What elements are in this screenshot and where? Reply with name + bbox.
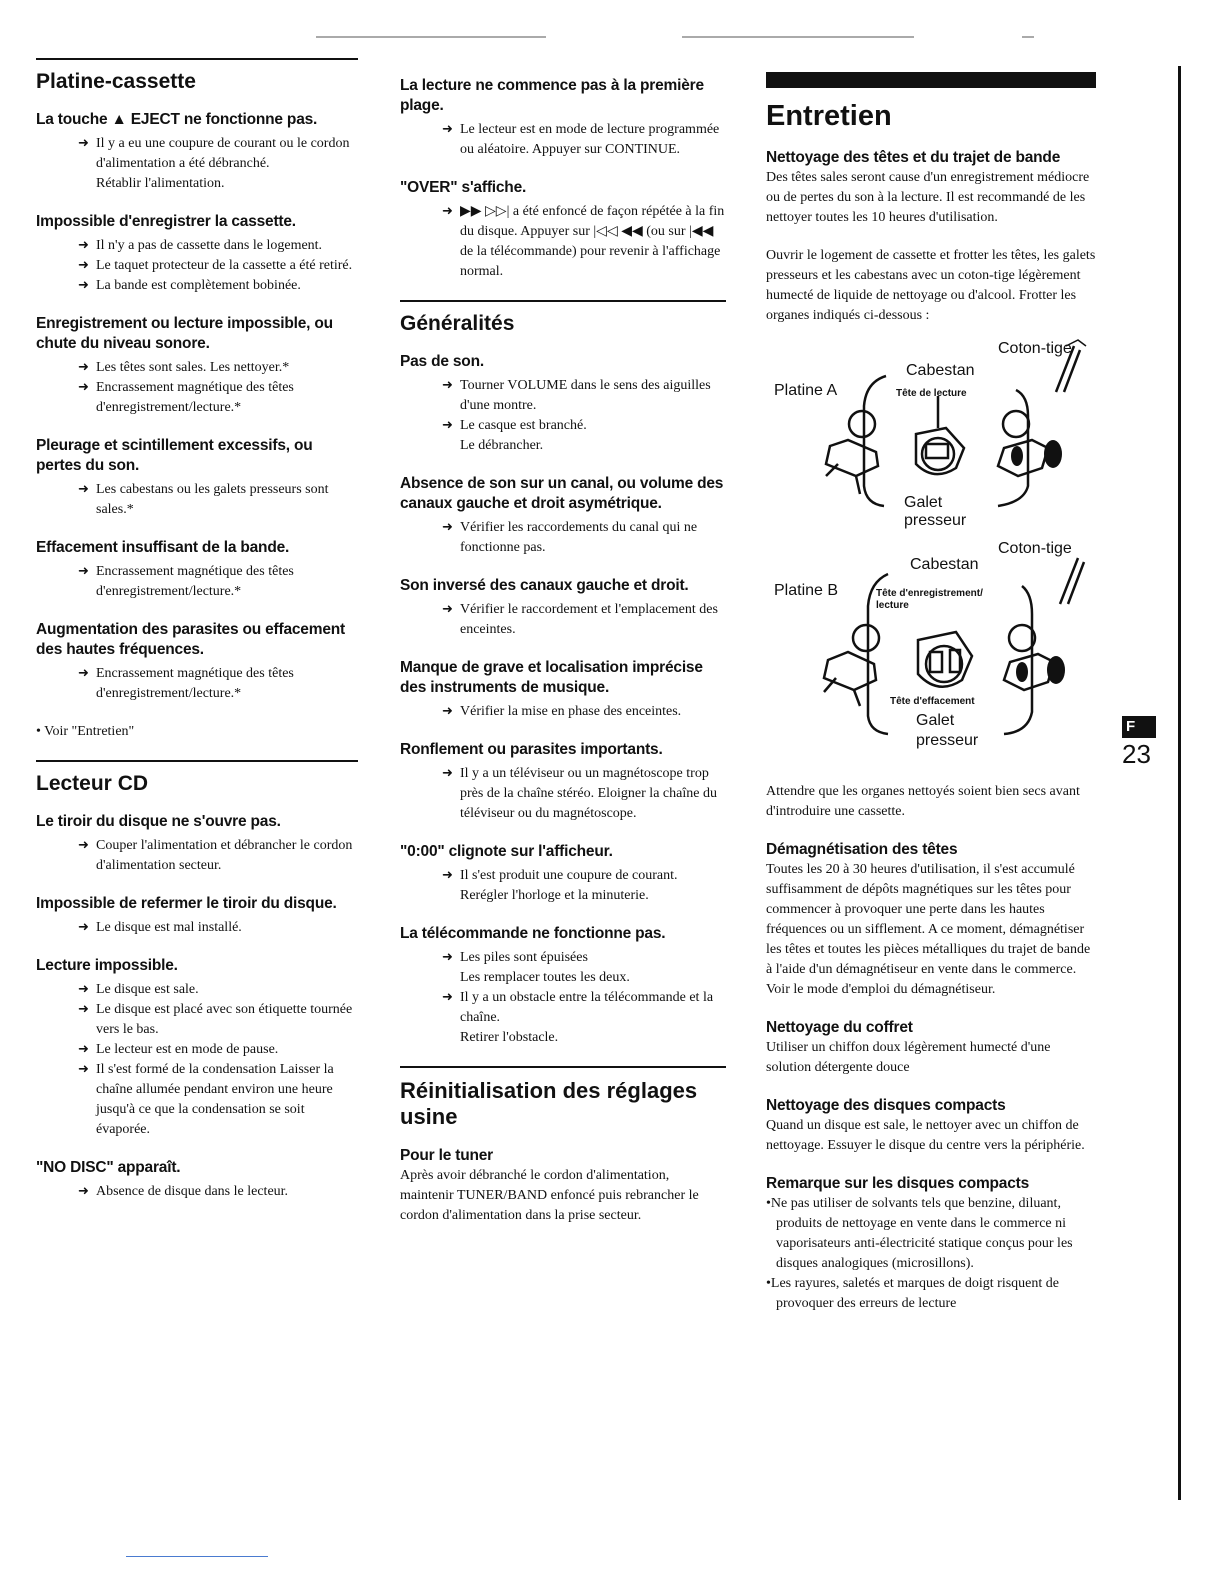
remedy-text: Le taquet protecteur de la cassette a été retiré. (96, 258, 353, 273)
remedy-item (78, 980, 358, 1000)
remedy-list (442, 376, 726, 456)
arrow-right-icon: ➜ (442, 602, 453, 617)
trouble-entry (36, 956, 358, 1140)
remedy-list (78, 480, 358, 520)
arrow-right-icon: ➜ (78, 666, 89, 681)
label-platine-a: Platine A (774, 382, 838, 399)
diagram-platine-b (766, 540, 1096, 778)
arrow-right-icon: ➜ (442, 520, 453, 535)
remedy-text: Absence de disque dans le lecteur. (96, 1184, 289, 1199)
nettoyage-tetes-p1: Des têtes sales seront cause d'un enregistrement médiocre ou de pertes du son à la lecture. Il est recommandé de les nettoyer toutes les 10 heures d'utilisation. (766, 170, 1090, 225)
arrow-right-icon: ➜ (442, 204, 453, 219)
arrow-right-icon: ➜ (442, 950, 453, 965)
remedy-item (78, 256, 358, 276)
remedy-continuation: Retirer l'obstacle. (460, 1030, 559, 1045)
arrow-right-icon: ➜ (442, 990, 453, 1005)
arrow-right-icon: ➜ (78, 1062, 89, 1077)
remedy-continuation: Le débrancher. (460, 438, 544, 453)
nettoyage-disques-text: Quand un disque est sale, le nettoyer avec un chiffon de nettoyage. Essuyer le disque du centre vers la périphérie. (766, 1118, 1085, 1153)
label-galet: Galet (904, 494, 943, 511)
remedy-item (78, 1000, 358, 1040)
page-header-strip (316, 36, 1036, 39)
remedy-text: Le lecteur est en mode de pause. (96, 1042, 279, 1057)
nettoyage-tetes-p2: Ouvrir le logement de cassette et frotter les têtes, les galets presseurs et les cabestans avec un coton-tige légèrement humecté de liquide de nettoyage ou d'alcool. Frotter les organes indiqués ci-dessous : (766, 248, 1096, 323)
trouble-entry (400, 352, 726, 456)
arrow-right-icon: ➜ (78, 482, 89, 497)
remedy-text: Il y a eu une coupure de courant ou le cordon d'alimentation a été débranché. (96, 136, 350, 171)
remedy-text: Vérifier la mise en phase des enceintes. (460, 704, 682, 719)
trouble-entry (400, 924, 726, 1048)
remedy-text: Il s'est produit une coupure de courant. Rerégler l'horloge et la minuterie. (460, 868, 678, 903)
remedy-continuation: Rétablir l'alimentation. (96, 176, 225, 191)
remedy-list (78, 980, 358, 1140)
cd-cont-entries (400, 76, 726, 282)
section-bar (766, 72, 1096, 88)
remarque-bullet: •Ne pas utiliser de solvants tels que benzine, diluant, produits de nettoyage en vente dans le commerce ni vaporisateurs anti-électricité statique conçus pour les disques analogiques (microsillons). (766, 1196, 1073, 1271)
trouble-title: Ronflement ou parasites importants. (400, 741, 663, 758)
page-number: 23 (1122, 739, 1151, 769)
remedy-list (442, 866, 726, 906)
remedy-list (78, 1182, 358, 1202)
remedy-item (78, 378, 358, 418)
column-entretien (766, 58, 1096, 1314)
section-title-reinit: Réinitialisation des réglages usine (400, 1078, 698, 1129)
trouble-entry (400, 842, 726, 906)
arrow-right-icon: ➜ (78, 360, 89, 375)
remedy-text: Tourner VOLUME dans le sens des aiguilles d'une montre. (460, 378, 711, 413)
remedy-text: Le disque est mal installé. (96, 920, 242, 935)
remedy-item (78, 1060, 358, 1140)
arrow-right-icon: ➜ (442, 704, 453, 719)
remedy-text: Il n'y a pas de cassette dans le logement. (96, 238, 323, 253)
trouble-entry (36, 538, 358, 602)
label-galet-b: Galet (916, 712, 955, 729)
label-tete-enregistrement-lecture: lecture (876, 600, 909, 611)
trouble-entry (36, 212, 358, 296)
section-rule (400, 300, 726, 302)
trouble-title: Impossible d'enregistrer la cassette. (36, 213, 296, 230)
trouble-entry (400, 658, 726, 722)
trouble-title: Pas de son. (400, 353, 484, 370)
remedy-list (442, 518, 726, 558)
remedy-list (78, 236, 358, 296)
arrow-right-icon: ➜ (78, 238, 89, 253)
remedy-list (78, 664, 358, 704)
right-margin-rule (1178, 66, 1181, 1500)
heading-remarque-disques: Remarque sur les disques compacts (766, 1175, 1030, 1192)
trouble-title: La télécommande ne fonctionne pas. (400, 925, 666, 942)
diagram-platine-a (766, 336, 1096, 546)
remedy-list (78, 358, 358, 418)
remedy-list (442, 120, 726, 160)
remedy-continuation: Les remplacer toutes les deux. (460, 970, 630, 985)
remedy-text: Le casque est branché. (460, 418, 587, 433)
remedy-item (78, 562, 358, 602)
footnote-voir-entretien: • Voir "Entretien" (36, 724, 135, 739)
remedy-text: Il y a un obstacle entre la télécommande et la chaîne. (460, 990, 714, 1025)
heading-nettoyage-disques: Nettoyage des disques compacts (766, 1097, 1006, 1114)
platine-entries (36, 110, 358, 704)
label-coton-tige-b: Coton-tige (998, 540, 1072, 557)
trouble-entry (400, 474, 726, 558)
remedy-text: Il s'est formé de la condensation Laisser la chaîne allumée pendant environ une heure jusqu'à ce que la condensation se soit évaporée. (96, 1062, 334, 1137)
trouble-entry (36, 894, 358, 938)
trouble-title: "NO DISC" apparaît. (36, 1159, 181, 1176)
demagnetisation-text: Toutes les 20 à 30 heures d'utilisation, il s'est accumulé suffisamment de dépôts magnétiques sur les têtes pour commencer à provoquer une perte dans les hautes fréquences ou un sifflement. A ce moment, démagnétiser les têtes et toutes les pièces métalliques du trajet de bande à l'aide d'un démagnétiseur en vente dans le commerce. Voir le mode d'emploi du démagnétiseur. (766, 862, 1091, 997)
remedy-item (78, 664, 358, 704)
heading-nettoyage-coffret: Nettoyage du coffret (766, 1019, 913, 1036)
trouble-title: Son inversé des canaux gauche et droit. (400, 577, 689, 594)
label-tete-enregistrement: Tête d'enregistrement/ (876, 588, 983, 599)
page-language-tab (1122, 716, 1156, 770)
remedy-item (442, 376, 726, 416)
remedy-list (78, 836, 358, 876)
section-title-entretien: Entretien (766, 100, 892, 132)
trouble-title: Effacement insuffisant de la bande. (36, 539, 290, 556)
label-coton-tige: Coton-tige (998, 340, 1072, 357)
arrow-right-icon: ➜ (442, 378, 453, 393)
label-cabestan: Cabestan (906, 362, 975, 379)
trouble-title: La lecture ne commence pas à la première plage. (400, 77, 704, 114)
remedy-text: Encrassement magnétique des têtes d'enregistrement/lecture.* (96, 666, 294, 701)
remedy-text: Les piles sont épuisées (460, 950, 588, 965)
trouble-entry (400, 740, 726, 824)
label-platine-b: Platine B (774, 582, 839, 599)
arrow-right-icon: ➜ (78, 564, 89, 579)
arrow-right-icon: ➜ (78, 920, 89, 935)
trouble-title: Manque de grave et localisation imprécise des instruments de musique. (400, 659, 703, 696)
remedy-item (442, 764, 726, 824)
remedy-text: Encrassement magnétique des têtes d'enregistrement/lecture.* (96, 380, 294, 415)
trouble-entry (400, 178, 726, 282)
arrow-right-icon: ➜ (78, 136, 89, 151)
section-title-generalites: Généralités (400, 312, 515, 335)
remedy-item (442, 120, 726, 160)
remedy-text: Couper l'alimentation et débrancher le cordon d'alimentation secteur. (96, 838, 353, 873)
remedy-item (442, 948, 726, 968)
reinit-text: Après avoir débranché le cordon d'alimentation, maintenir TUNER/BAND enfoncé puis rebrancher le cordon d'alimentation dans la prise secteur. (400, 1168, 699, 1223)
arrow-right-icon: ➜ (442, 122, 453, 137)
arrow-right-icon: ➜ (78, 982, 89, 997)
section-title-platine: Platine-cassette (36, 70, 196, 93)
remedy-item (78, 236, 358, 256)
trouble-entry (36, 110, 358, 194)
arrow-right-icon: ➜ (442, 766, 453, 781)
remedy-item (442, 202, 726, 282)
trouble-title: Impossible de refermer le tiroir du disque. (36, 895, 337, 912)
trouble-title: Absence de son sur un canal, ou volume des canaux gauche et droit asymétrique. (400, 475, 724, 512)
remedy-item (78, 918, 358, 938)
generalites-entries (400, 352, 726, 1048)
remedy-item (442, 518, 726, 558)
heading-nettoyage-tetes: Nettoyage des têtes et du trajet de bande (766, 149, 1061, 166)
after-diagram-text: Attendre que les organes nettoyés soient bien secs avant d'introduire une cassette. (766, 784, 1080, 819)
arrow-right-icon: ➜ (442, 418, 453, 433)
remedy-text: Encrassement magnétique des têtes d'enregistrement/lecture.* (96, 564, 294, 599)
arrow-right-icon: ➜ (78, 380, 89, 395)
remedy-text: Vérifier le raccordement et l'emplacement des enceintes. (460, 602, 718, 637)
remedy-item (78, 1040, 358, 1060)
arrow-right-icon: ➜ (78, 1002, 89, 1017)
remarque-bullet: •Les rayures, saletés et marques de doigt risquent de provoquer des erreurs de lecture (766, 1276, 1059, 1311)
trouble-title: Enregistrement ou lecture impossible, ou chute du niveau sonore. (36, 315, 333, 352)
remedy-item (78, 358, 358, 378)
trouble-entry (36, 314, 358, 418)
language-tab-letter: F (1122, 716, 1156, 738)
label-cabestan-b: Cabestan (910, 556, 979, 573)
trouble-entry (36, 620, 358, 704)
trouble-entry (400, 76, 726, 160)
remedy-item (442, 600, 726, 640)
trouble-title: Le tiroir du disque ne s'ouvre pas. (36, 813, 281, 830)
heading-demagnetisation: Démagnétisation des têtes (766, 841, 958, 858)
remedy-text: ▶▶ ▷▷| a été enfoncé de façon répétée à la fin du disque. Appuyer sur |◁◁ ◀◀ (ou sur |◀◀ de la télécommande) pour revenir à l'affichage normal. (460, 204, 725, 279)
remedy-text: Vérifier les raccordements du canal qui ne fonctionne pas. (460, 520, 698, 555)
arrow-right-icon: ➜ (78, 1184, 89, 1199)
remedy-list (442, 702, 726, 722)
remedy-list (78, 134, 358, 194)
remedy-item (78, 836, 358, 876)
column-troubleshooting-1 (36, 58, 358, 1220)
trouble-entry (36, 1158, 358, 1202)
remedy-text: La bande est complètement bobinée. (96, 278, 301, 293)
remedy-item (442, 416, 726, 436)
trouble-entry (36, 436, 358, 520)
remedy-list (78, 918, 358, 938)
remedy-item (78, 134, 358, 174)
remedy-list (78, 562, 358, 602)
trouble-title: Lecture impossible. (36, 957, 178, 974)
label-presseur: presseur (904, 512, 967, 529)
remedy-item (78, 1182, 358, 1202)
remedy-item (442, 866, 726, 906)
arrow-right-icon: ➜ (78, 1042, 89, 1057)
remedy-text: Le disque est sale. (96, 982, 199, 997)
label-presseur-b: presseur (916, 732, 979, 749)
trouble-title: La touche ▲ EJECT ne fonctionne pas. (36, 111, 318, 128)
trouble-title: "OVER" s'affiche. (400, 179, 527, 196)
trouble-title: "0:00" clignote sur l'afficheur. (400, 843, 613, 860)
arrow-right-icon: ➜ (78, 278, 89, 293)
footer-mark (126, 1556, 268, 1557)
remedy-list (442, 202, 726, 282)
remedy-item (442, 988, 726, 1028)
arrow-right-icon: ➜ (442, 868, 453, 883)
remedy-item (78, 276, 358, 296)
subtitle-pour-le-tuner: Pour le tuner (400, 1147, 493, 1164)
section-rule (400, 1066, 726, 1068)
arrow-right-icon: ➜ (78, 258, 89, 273)
cd-entries (36, 812, 358, 1202)
remedy-item (78, 480, 358, 520)
remedy-text: Le lecteur est en mode de lecture programmée ou aléatoire. Appuyer sur CONTINUE. (460, 122, 720, 157)
remedy-text: Le disque est placé avec son étiquette tournée vers le bas. (96, 1002, 353, 1037)
remedy-list (442, 764, 726, 824)
remedy-list (442, 948, 726, 1048)
remedy-text: Il y a un téléviseur ou un magnétoscope trop près de la chaîne stéréo. Eloigner la chaîne du téléviseur ou du magnétoscope. (460, 766, 717, 821)
remedy-text: Les têtes sont sales. Les nettoyer.* (96, 360, 290, 375)
trouble-title: Pleurage et scintillement excessifs, ou pertes du son. (36, 437, 313, 474)
arrow-right-icon: ➜ (78, 838, 89, 853)
remedy-list (442, 600, 726, 640)
column-troubleshooting-2 (400, 58, 726, 1226)
label-tete-effacement: Tête d'effacement (890, 696, 975, 707)
nettoyage-coffret-text: Utiliser un chiffon doux légèrement humecté d'une solution détergente douce (766, 1040, 1051, 1075)
remedy-text: Les cabestans ou les galets presseurs sont sales.* (96, 482, 329, 517)
label-tete-lecture: Tête de lecture (896, 388, 967, 399)
section-rule (36, 760, 358, 762)
section-title-cd: Lecteur CD (36, 772, 149, 795)
trouble-entry (36, 812, 358, 876)
section-rule (36, 58, 358, 60)
trouble-title: Augmentation des parasites ou effacement des hautes fréquences. (36, 621, 345, 658)
trouble-entry (400, 576, 726, 640)
remedy-item (442, 702, 726, 722)
